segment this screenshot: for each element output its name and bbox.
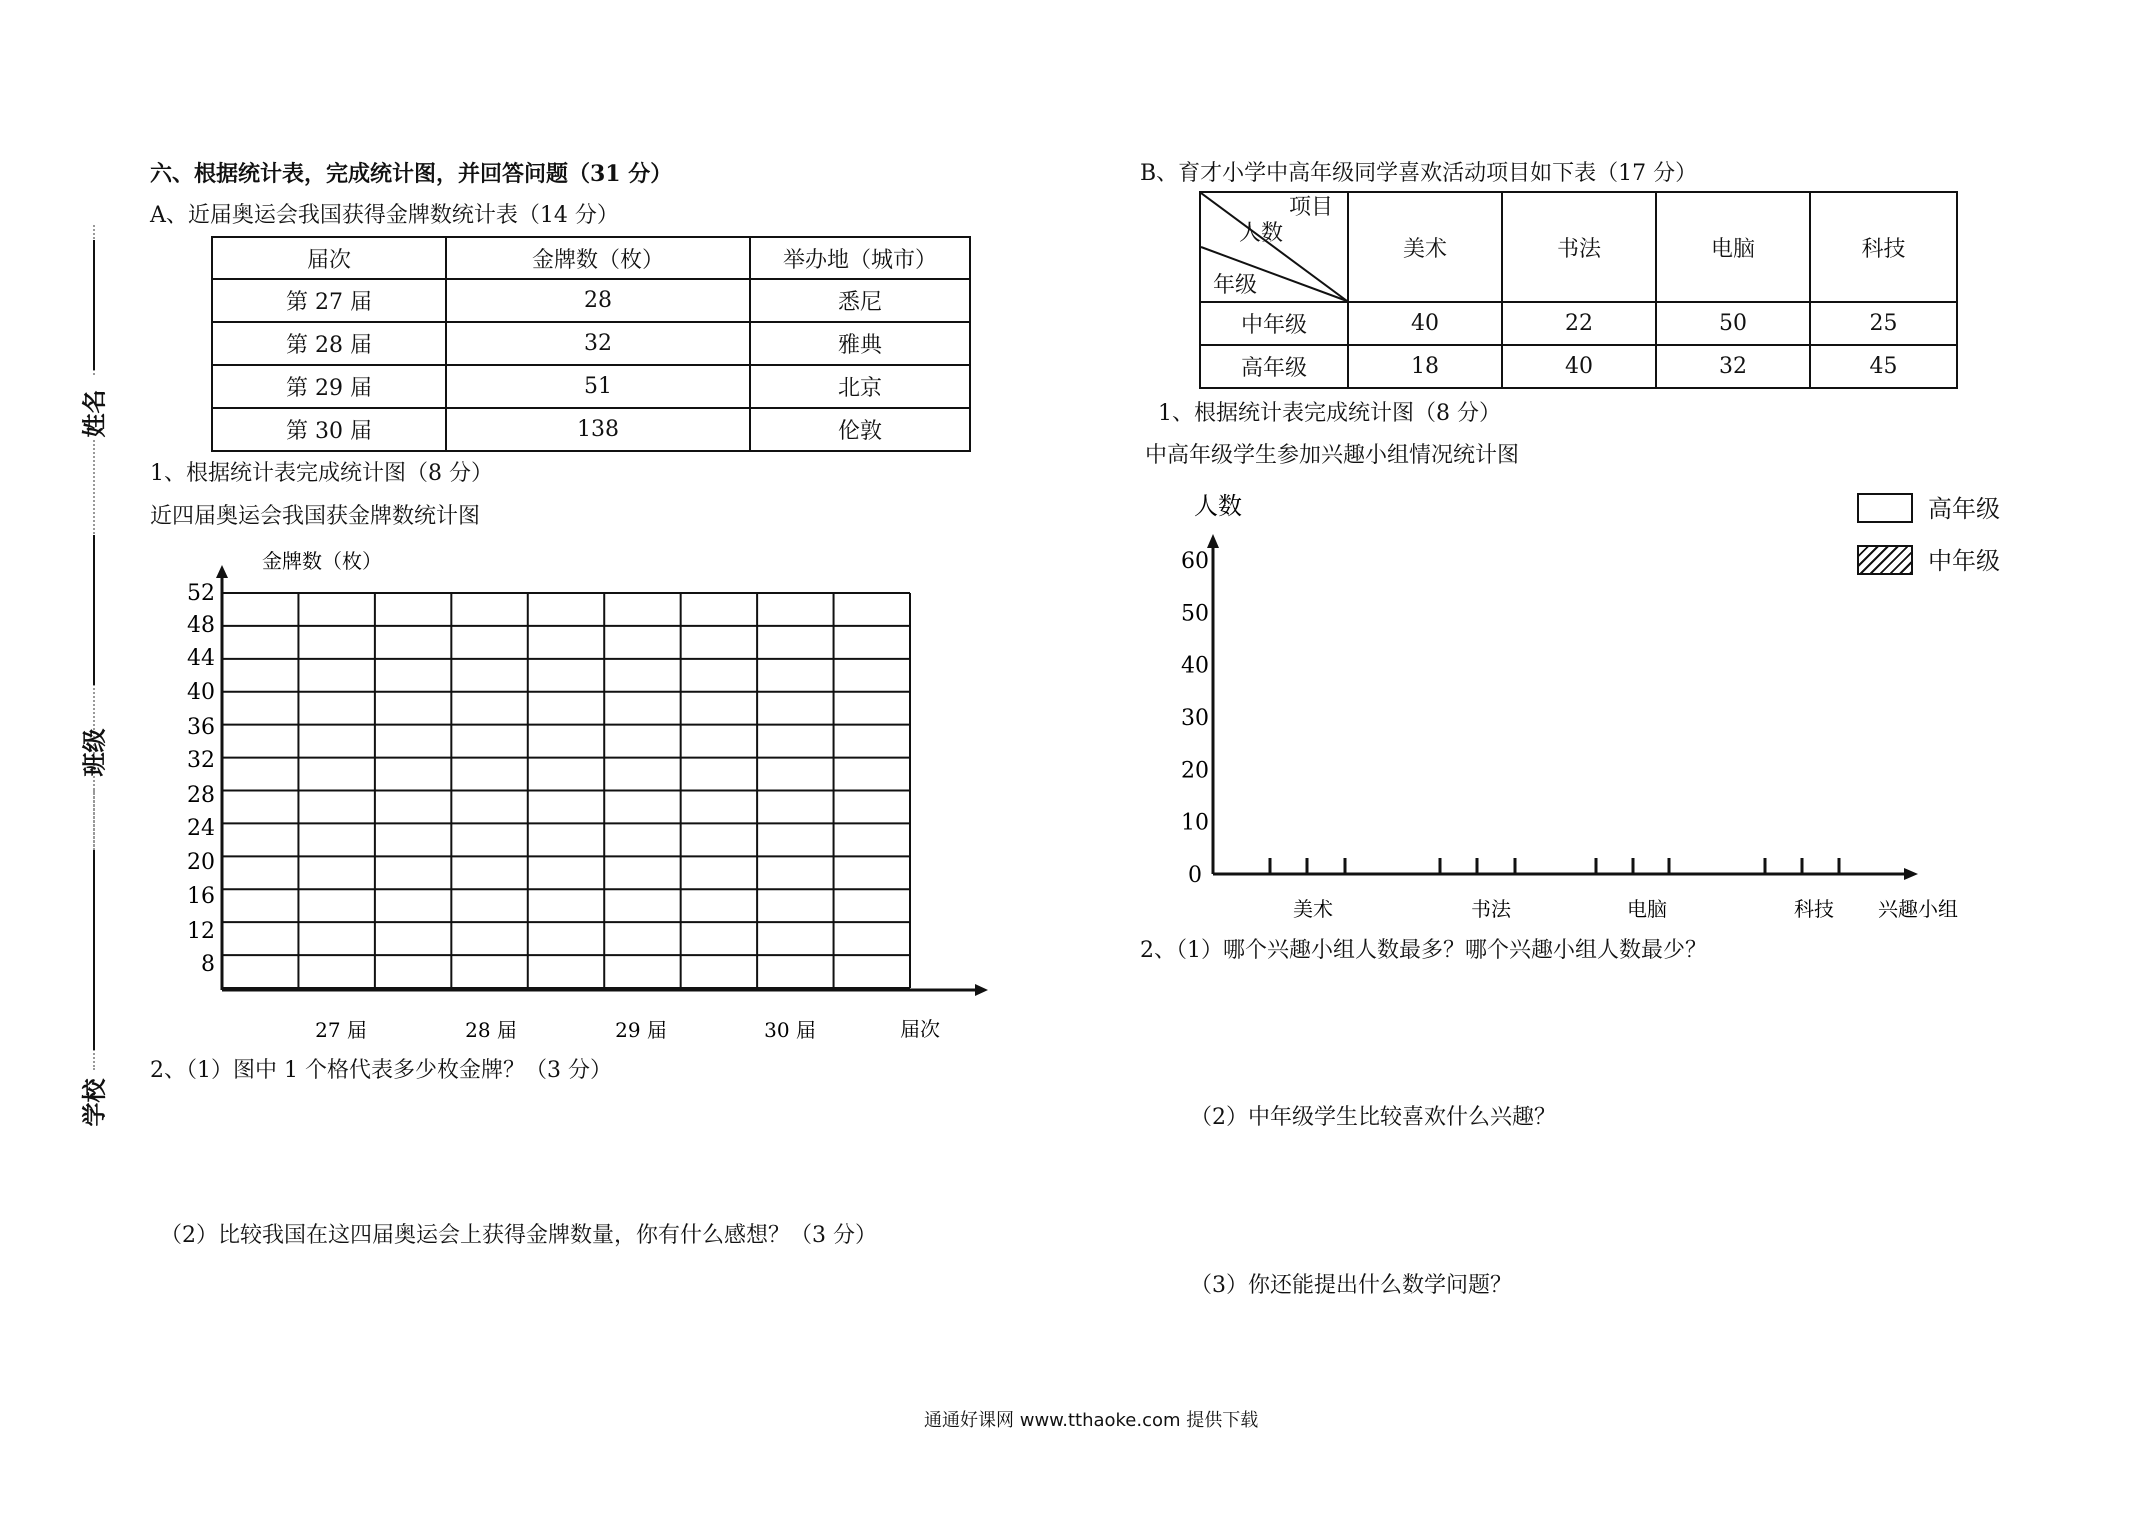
table-cell: 32 xyxy=(446,322,750,365)
table-cell: 第 28 届 xyxy=(212,322,446,365)
table-cell: 25 xyxy=(1810,302,1957,345)
part-b-q2-1: 2、（1）哪个兴趣小组人数最多？哪个兴趣小组人数最少？ xyxy=(1140,938,1707,963)
table-cell: 第 29 届 xyxy=(212,365,446,408)
corner-middle-label: 人数 xyxy=(1239,221,1284,246)
table-cell: 32 xyxy=(1656,345,1810,388)
table-cell: 18 xyxy=(1348,345,1502,388)
table-cell: 45 xyxy=(1810,345,1957,388)
part-b-q2-2: （2）中年级学生比较喜欢什么兴趣？ xyxy=(1190,1105,1556,1130)
table-cell: 50 xyxy=(1656,302,1810,345)
table-cell: 第 27 届 xyxy=(212,279,446,322)
y-tick-label: 28 xyxy=(187,783,215,808)
table-cell: 第 30 届 xyxy=(212,408,446,451)
table-cell: 雅典 xyxy=(750,322,970,365)
x-axis-arrow xyxy=(1904,868,1918,880)
x-axis-label: 兴趣小组 xyxy=(1878,897,1958,921)
part-b-chart-title: 中高年级学生参加兴趣小组情况统计图 xyxy=(1145,443,1520,468)
sidebar-name-label: 姓名 xyxy=(79,389,109,438)
part-a-q2-2: （2）比较我国在这四届奥运会上获得金牌数量，你有什么感想？（3 分） xyxy=(160,1223,877,1248)
table-header: 科技 xyxy=(1810,192,1957,302)
x-category-label: 28 届 xyxy=(465,1018,517,1042)
y-tick-label: 16 xyxy=(187,884,215,909)
table-header: 金牌数（枚） xyxy=(446,237,750,279)
grade-cell: 中年级 xyxy=(1200,302,1348,345)
table-cell: 伦敦 xyxy=(750,408,970,451)
y-tick-label: 20 xyxy=(1181,758,1209,784)
y-tick-label: 24 xyxy=(187,816,215,841)
legend-label-senior: 高年级 xyxy=(1928,495,2000,523)
table-cell: 28 xyxy=(446,279,750,322)
y-tick-label: 36 xyxy=(187,715,215,740)
part-a-q2-1: 2、（1）图中 1 个格代表多少枚金牌？（3 分） xyxy=(150,1058,612,1083)
x-category-label: 美术 xyxy=(1293,897,1333,921)
y-tick-label: 0 xyxy=(1188,863,1202,888)
table-header: 电脑 xyxy=(1656,192,1810,302)
y-tick-label: 8 xyxy=(201,952,215,977)
table-cell: 40 xyxy=(1348,302,1502,345)
y-tick-label: 12 xyxy=(187,919,215,944)
table-cell: 22 xyxy=(1502,302,1656,345)
part-a-q1: 1、根据统计表完成统计图（8 分） xyxy=(150,461,493,486)
table-cell: 悉尼 xyxy=(750,279,970,322)
footer-credit: 通通好课网 www.tthaoke.com 提供下载 xyxy=(924,1410,1259,1431)
table-header: 书法 xyxy=(1502,192,1656,302)
y-tick-label: 60 xyxy=(1181,549,1209,574)
sidebar-class-label: 班级 xyxy=(79,728,109,777)
x-category-label: 电脑 xyxy=(1627,897,1667,921)
legend-label-middle: 中年级 xyxy=(1928,547,2000,575)
y-tick-label: 20 xyxy=(187,850,215,875)
corner-bottom-label: 年级 xyxy=(1213,273,1258,298)
part-a-chart-title: 近四届奥运会我国获金牌数统计图 xyxy=(150,504,481,529)
y-tick-label: 32 xyxy=(187,748,215,773)
part-b-q2-3: （3）你还能提出什么数学问题？ xyxy=(1190,1273,1512,1298)
y-tick-label: 52 xyxy=(187,581,215,606)
y-axis-label: 人数 xyxy=(1194,492,1242,520)
y-tick-label: 50 xyxy=(1181,601,1209,627)
sidebar-school-label: 学校 xyxy=(79,1078,109,1127)
y-tick-label: 40 xyxy=(187,680,215,705)
legend-swatch-senior xyxy=(1857,493,1913,523)
legend-swatch-middle xyxy=(1857,545,1913,575)
table-cell: 40 xyxy=(1502,345,1656,388)
table-header: 美术 xyxy=(1348,192,1502,302)
part-b-q1: 1、根据统计表完成统计图（8 分） xyxy=(1158,401,1501,426)
y-tick-label: 44 xyxy=(187,646,215,671)
y-tick-label: 10 xyxy=(1181,810,1209,836)
x-category-label: 书法 xyxy=(1471,897,1511,921)
part-a-title: A、近届奥运会我国获得金牌数统计表（14 分） xyxy=(150,203,619,228)
grade-cell: 高年级 xyxy=(1200,345,1348,388)
y-tick-label: 40 xyxy=(1181,653,1209,679)
y-tick-label: 48 xyxy=(187,613,215,638)
table-header: 届次 xyxy=(212,237,446,279)
y-axis-label: 金牌数（枚） xyxy=(262,549,382,573)
table-cell: 北京 xyxy=(750,365,970,408)
y-axis-arrow xyxy=(1207,534,1219,548)
corner-top-label: 项目 xyxy=(1289,195,1334,220)
table-header: 举办地（城市） xyxy=(750,237,970,279)
part-b-title: B、育才小学中高年级同学喜欢活动项目如下表（17 分） xyxy=(1140,161,1698,186)
x-category-label: 27 届 xyxy=(315,1018,367,1042)
x-category-label: 30 届 xyxy=(764,1018,816,1042)
x-category-label: 科技 xyxy=(1794,897,1834,921)
y-tick-label: 30 xyxy=(1181,706,1209,731)
table-cell: 51 xyxy=(446,365,750,408)
section-title: 六、根据统计表，完成统计图，并回答问题（31 分） xyxy=(150,161,673,187)
x-axis-label: 届次 xyxy=(900,1017,940,1041)
x-category-label: 29 届 xyxy=(615,1018,667,1042)
table-cell: 138 xyxy=(446,408,750,451)
